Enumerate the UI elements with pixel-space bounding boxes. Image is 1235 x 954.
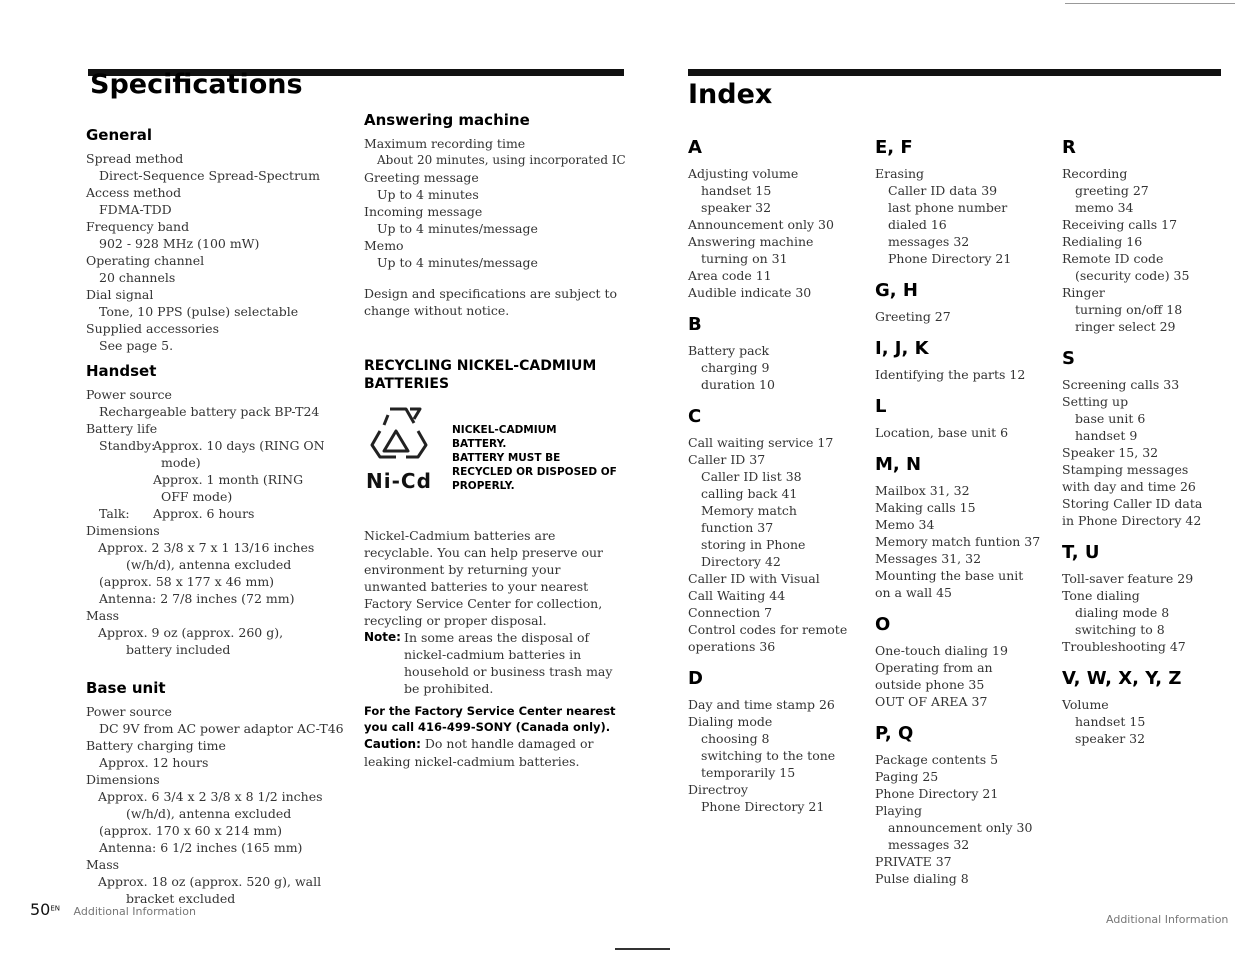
answering-section bbox=[364, 110, 626, 319]
index-letter: A bbox=[688, 137, 702, 158]
standby-row bbox=[86, 437, 331, 505]
index-entry: Memo 34 bbox=[875, 517, 935, 532]
spec-line: Spread method bbox=[86, 151, 184, 166]
index-letter: M, N bbox=[875, 454, 922, 475]
spec-line: Supplied accessories bbox=[86, 321, 219, 336]
nicd-badge-text bbox=[452, 423, 617, 493]
top-right-hairline bbox=[1065, 3, 1235, 4]
badge-line: PROPERLY. bbox=[452, 480, 515, 492]
index-letter: I, J, K bbox=[875, 338, 929, 359]
index-entry: Area code 11 bbox=[688, 268, 772, 283]
index-section-s bbox=[1062, 348, 1212, 529]
index-section-b bbox=[688, 314, 848, 393]
note-label: Note: bbox=[364, 630, 401, 644]
base-section bbox=[86, 678, 344, 907]
index-entry: Day and time stamp 26 bbox=[688, 697, 835, 712]
spec-line: Approx. 2 3/8 x 7 x 1 13/16 inches (w/h/d), antenna excluded bbox=[98, 540, 315, 572]
base-heading: Base unit bbox=[86, 679, 166, 697]
index-subentry: speaker 32 bbox=[1075, 731, 1146, 746]
index-subentry: handset 15 bbox=[1075, 714, 1146, 729]
index-subentry: charging 9 bbox=[701, 360, 770, 375]
index-subentry: Caller ID list 38 bbox=[701, 469, 802, 484]
index-subentry: duration 10 bbox=[701, 377, 775, 392]
index-subentry: switching to 8 bbox=[1075, 622, 1165, 637]
index-entry: Redialing 16 bbox=[1062, 234, 1143, 249]
note-row bbox=[364, 629, 619, 697]
index-entry: Location, base unit 6 bbox=[875, 425, 1009, 440]
recycling-heading: BATTERIES bbox=[364, 376, 450, 392]
caution-text: Do not handle damaged or leaking nickel-cadmium batteries. bbox=[364, 736, 594, 769]
index-entry: Receiving calls 17 bbox=[1062, 217, 1178, 232]
index-letter: R bbox=[1062, 137, 1076, 158]
index-entry: Greeting 27 bbox=[875, 309, 951, 324]
index-letter: P, Q bbox=[875, 723, 914, 744]
spec-line: Mass bbox=[86, 608, 120, 623]
index-col-2 bbox=[875, 137, 1040, 887]
index-subentry: base unit 6 bbox=[1075, 411, 1146, 426]
spec-line: Operating channel bbox=[86, 253, 205, 268]
spec-line: Up to 4 minutes bbox=[377, 187, 479, 202]
index-letter: T, U bbox=[1062, 542, 1100, 563]
index-col-3 bbox=[1062, 137, 1212, 747]
spec-line: Up to 4 minutes/message bbox=[377, 255, 538, 270]
spec-line: 20 channels bbox=[99, 270, 176, 285]
index-entry: Recording bbox=[1062, 166, 1128, 181]
spec-line: Approx. 12 hours bbox=[99, 755, 209, 770]
spec-line: Approx. 6 hours bbox=[153, 506, 255, 521]
index-entry: Speaker 15, 32 bbox=[1062, 445, 1159, 460]
index-subentry: dialing mode 8 bbox=[1075, 605, 1170, 620]
index-section-a bbox=[688, 137, 848, 301]
index-entry: PRIVATE 37 bbox=[875, 854, 952, 869]
index-entry: Answering machine bbox=[688, 234, 814, 249]
index-subentry: handset 15 bbox=[701, 183, 772, 198]
spec-line: Dimensions bbox=[86, 772, 160, 787]
badge-line: BATTERY. bbox=[452, 438, 507, 450]
index-entry: Troubleshooting 47 bbox=[1062, 639, 1186, 654]
index-entry: Tone dialing bbox=[1062, 588, 1140, 603]
spec-col-left bbox=[86, 125, 344, 907]
talk-label: Talk: bbox=[99, 506, 130, 521]
recycling-section bbox=[364, 357, 619, 770]
index-entry: Identifying the parts 12 bbox=[875, 367, 1026, 382]
index-entry: Paging 25 bbox=[875, 769, 939, 784]
spec-line: Incoming message bbox=[364, 204, 483, 219]
factory-service-text: For the Factory Service Center nearest you call 416-499-SONY (Canada only). bbox=[364, 704, 616, 734]
spec-line: DC 9V from AC power adaptor AC-T46 bbox=[99, 721, 344, 736]
spec-line: Greeting message bbox=[364, 170, 479, 185]
index-section-d bbox=[688, 668, 848, 815]
index-entry: Volume bbox=[1062, 697, 1109, 712]
index-entry: Connection 7 bbox=[688, 605, 773, 620]
index-entry: Battery pack bbox=[688, 343, 770, 358]
index-entry: Audible indicate 30 bbox=[688, 285, 812, 300]
index-entry: Phone Directory 21 bbox=[875, 786, 999, 801]
index-entry: Operating from an outside phone 35 bbox=[875, 660, 993, 692]
spec-line: Maximum recording time bbox=[364, 136, 526, 151]
answering-heading: Answering machine bbox=[364, 111, 530, 129]
index-entry: Package contents 5 bbox=[875, 752, 999, 767]
page-suffix: EN bbox=[50, 904, 61, 913]
index-entry: Playing bbox=[875, 803, 922, 818]
spec-line: Power source bbox=[86, 387, 172, 402]
note-text: In some areas the disposal of nickel-cadmium batteries in household or business trash may be prohibited. bbox=[404, 630, 613, 696]
spec-line: Approx. 10 days (RING ON mode) bbox=[153, 438, 325, 470]
general-heading: General bbox=[86, 126, 152, 144]
footer-left-text: Additional Information bbox=[73, 905, 196, 918]
index-section-ijk bbox=[875, 338, 1040, 383]
spec-line: Mass bbox=[86, 857, 120, 872]
footer-left bbox=[30, 900, 196, 919]
spec-line: Dimensions bbox=[86, 523, 160, 538]
index-entry: Pulse dialing 8 bbox=[875, 871, 969, 886]
index-letter: B bbox=[688, 314, 702, 335]
index-subentry: turning on 31 bbox=[701, 251, 788, 266]
spec-line: (approx. 58 x 177 x 46 mm) bbox=[99, 574, 275, 589]
spec-line: Antenna: 6 1/2 inches (165 mm) bbox=[99, 840, 303, 855]
spec-title: Specifications bbox=[90, 69, 303, 100]
index-title: Index bbox=[688, 79, 773, 110]
index-subentry: switching to the tone temporarily 15 bbox=[701, 748, 836, 780]
spec-line: Approx. 18 oz (approx. 520 g), wall bracket excluded bbox=[98, 874, 322, 906]
badge-line: RECYCLED OR DISPOSED OF bbox=[452, 466, 617, 478]
spec-line: Approx. 1 month (RING OFF mode) bbox=[153, 472, 304, 504]
index-entry: Caller ID with Visual Call Waiting 44 bbox=[688, 571, 820, 603]
index-entry: Storing Caller ID data in Phone Directory 42 bbox=[1062, 496, 1203, 528]
index-subentry: turning on/off 18 bbox=[1075, 302, 1183, 317]
index-letter: G, H bbox=[875, 280, 918, 301]
index-subentry: (security code) 35 bbox=[1075, 268, 1190, 283]
index-subentry: ringer select 29 bbox=[1075, 319, 1176, 334]
index-subentry: speaker 32 bbox=[701, 200, 772, 215]
spec-line: Power source bbox=[86, 704, 172, 719]
spec-line: FDMA-TDD bbox=[99, 202, 172, 217]
nicd-badge bbox=[364, 403, 619, 519]
index-letter: S bbox=[1062, 348, 1075, 369]
index-letter: L bbox=[875, 396, 887, 417]
index-entry: Stamping messages with day and time 26 bbox=[1062, 462, 1196, 494]
nicd-logo-text: Ni-Cd bbox=[366, 469, 432, 493]
talk-row bbox=[86, 505, 331, 522]
index-entry: Setting up bbox=[1062, 394, 1129, 409]
spec-line: Approx. 9 oz (approx. 260 g), battery included bbox=[98, 625, 284, 657]
index-section-mn bbox=[875, 454, 1040, 601]
spec-line: Rechargeable battery pack BP-T24 bbox=[99, 404, 320, 419]
general-section bbox=[86, 125, 331, 354]
standby-values bbox=[153, 437, 331, 505]
index-section-c bbox=[688, 406, 848, 655]
index-entry: Messages 31, 32 bbox=[875, 551, 982, 566]
badge-line: NICKEL-CADMIUM bbox=[452, 424, 557, 436]
index-entry: Remote ID code bbox=[1062, 251, 1164, 266]
index-col-1 bbox=[688, 137, 848, 815]
spec-line: Up to 4 minutes/message bbox=[377, 221, 538, 236]
index-section-tu bbox=[1062, 542, 1212, 655]
spec-line: Direct-Sequence Spread-Spectrum bbox=[99, 168, 320, 183]
index-letter: D bbox=[688, 668, 703, 689]
index-entry: Directroy bbox=[688, 782, 748, 797]
index-section-o bbox=[875, 614, 1040, 710]
index-entry: One-touch dialing 19 bbox=[875, 643, 1008, 658]
index-subentry: calling back 41 bbox=[701, 486, 798, 501]
spec-line: Frequency band bbox=[86, 219, 190, 234]
bottom-center-mark bbox=[615, 948, 670, 950]
index-subentry: greeting 27 bbox=[1075, 183, 1149, 198]
index-entry: OUT OF AREA 37 bbox=[875, 694, 988, 709]
index-subentry: Memory match function 37 bbox=[701, 503, 797, 535]
index-letter: V, W, X, Y, Z bbox=[1062, 668, 1182, 689]
index-entry: Announcement only 30 bbox=[688, 217, 834, 232]
index-entry: Screening calls 33 bbox=[1062, 377, 1180, 392]
spec-line: Approx. 6 3/4 x 2 3/8 x 8 1/2 inches (w/h/d), antenna excluded bbox=[98, 789, 323, 821]
spec-line: Dial signal bbox=[86, 287, 154, 302]
index-section-r bbox=[1062, 137, 1212, 335]
index-entry: Ringer bbox=[1062, 285, 1105, 300]
spec-line: 902 - 928 MHz (100 mW) bbox=[99, 236, 260, 251]
index-entry: Call waiting service 17 bbox=[688, 435, 834, 450]
index-subentry: last phone number dialed 16 bbox=[888, 200, 1008, 232]
index-subentry: choosing 8 bbox=[701, 731, 770, 746]
index-subentry: Phone Directory 21 bbox=[888, 251, 1012, 266]
index-entry: Toll-saver feature 29 bbox=[1062, 571, 1194, 586]
index-subentry: Phone Directory 21 bbox=[701, 799, 825, 814]
index-entry: Erasing bbox=[875, 166, 925, 181]
standby-label: Standby: bbox=[99, 438, 156, 453]
spec-line: About 20 minutes, using incorporated IC bbox=[377, 153, 626, 167]
spec-notice: Design and specifications are subject to change without notice. bbox=[364, 286, 618, 318]
spec-line: Battery life bbox=[86, 421, 158, 436]
footer-right-text: Additional Information bbox=[1106, 913, 1229, 926]
caution-row bbox=[364, 735, 619, 770]
page-number: 50 bbox=[30, 900, 51, 919]
recycling-heading: RECYCLING NICKEL-CADMIUM bbox=[364, 358, 597, 374]
index-letter: C bbox=[688, 406, 702, 427]
index-entry: Control codes for remote operations 36 bbox=[688, 622, 848, 654]
spec-line: See page 5. bbox=[99, 338, 174, 353]
spec-line: Access method bbox=[86, 185, 182, 200]
spec-line: Battery charging time bbox=[86, 738, 226, 753]
index-entry: Dialing mode bbox=[688, 714, 773, 729]
index-title-rule bbox=[688, 69, 1221, 76]
spec-col-right bbox=[364, 110, 626, 770]
index-subentry: messages 32 bbox=[888, 837, 970, 852]
caution-label: Caution: bbox=[364, 737, 421, 751]
index-letter: E, F bbox=[875, 137, 913, 158]
index-letter: O bbox=[875, 614, 891, 635]
index-subentry: storing in Phone Directory 42 bbox=[701, 537, 806, 569]
spec-line: (approx. 170 x 60 x 214 mm) bbox=[99, 823, 283, 838]
index-section-l bbox=[875, 396, 1040, 441]
spec-line: Memo bbox=[364, 238, 404, 253]
handset-section bbox=[86, 361, 331, 658]
index-subentry: memo 34 bbox=[1075, 200, 1134, 215]
recycle-icon bbox=[366, 403, 438, 463]
index-entry: Mailbox 31, 32 bbox=[875, 483, 970, 498]
index-entry: Memory match funtion 37 bbox=[875, 534, 1041, 549]
index-section-pq bbox=[875, 723, 1040, 887]
index-entry: Making calls 15 bbox=[875, 500, 976, 515]
index-section-ef bbox=[875, 137, 1040, 267]
index-entry: Mounting the base unit on a wall 45 bbox=[875, 568, 1024, 600]
badge-line: BATTERY MUST BE bbox=[452, 452, 561, 464]
spec-line: Antenna: 2 7/8 inches (72 mm) bbox=[99, 591, 295, 606]
index-subentry: messages 32 bbox=[888, 234, 970, 249]
index-entry: Adjusting volume bbox=[688, 166, 799, 181]
handset-heading: Handset bbox=[86, 362, 157, 380]
index-subentry: handset 9 bbox=[1075, 428, 1138, 443]
index-subentry: announcement only 30 bbox=[888, 820, 1033, 835]
index-section-vz bbox=[1062, 668, 1212, 747]
spec-line: Tone, 10 PPS (pulse) selectable bbox=[99, 304, 299, 319]
index-entry: Caller ID 37 bbox=[688, 452, 766, 467]
recycling-paragraph: Nickel-Cadmium batteries are recyclable. You can help preserve our environment by returning your unwanted batteries to your nearest Factory Service Center for collection, recycling or proper disposal. bbox=[364, 528, 603, 628]
index-subentry: Caller ID data 39 bbox=[888, 183, 998, 198]
index-section-gh bbox=[875, 280, 1040, 325]
